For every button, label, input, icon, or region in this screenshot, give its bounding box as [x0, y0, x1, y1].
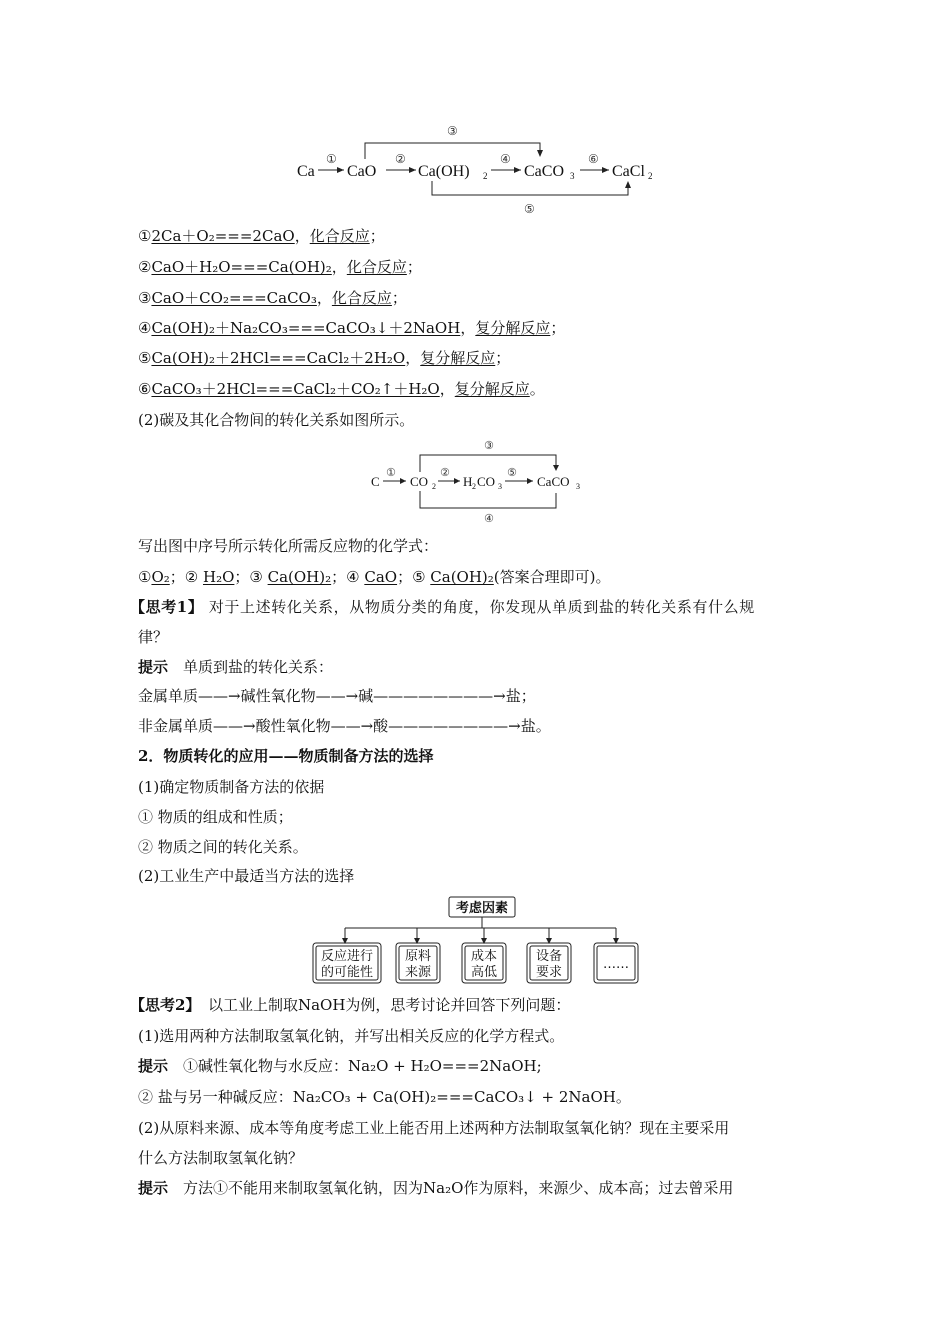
factor-1-line1: 反应进行: [320, 949, 374, 964]
factor-2-line2: 来源: [404, 965, 432, 980]
node-caco3-c: CaCO: [537, 474, 570, 489]
reaction-3: ③CaO＋CO₂===CaCO₃，化合反应；: [138, 289, 407, 307]
label-1: ①: [326, 152, 337, 166]
node-c: C: [371, 474, 380, 489]
reaction-4: ④Ca(OH)₂＋Na₂CO₃===CaCO₃↓＋2NaOH，复分解反应；: [138, 319, 566, 337]
think2-q2-cont: 什么方法制取氢氧化钠？: [138, 1149, 304, 1167]
node-cacl2-sub: 2: [648, 171, 653, 181]
node-caco3-c-sub: 3: [576, 482, 580, 491]
label-5: ⑤: [524, 202, 535, 216]
think1-hint: 提示 单质到盐的转化关系：: [138, 658, 334, 676]
node-h2co3: H: [463, 474, 473, 489]
label-3: ③: [447, 124, 458, 138]
section2-p1: (1)确定物质制备方法的依据: [138, 778, 325, 796]
think2-hint2: ② 盐与另一种碱反应：Na₂CO₃ + Ca(OH)₂===CaCO₃↓ + 2NaOH。: [138, 1088, 631, 1106]
factor-4-line1: 设备: [535, 949, 563, 964]
think1-question: 【思考1】 对于上述转化关系，从物质分类的角度，你发现从单质到盐的转化关系有什么规: [130, 598, 755, 616]
section2-p3: ② 物质之间的转化关系。: [138, 838, 308, 856]
c-label-2: ②: [440, 466, 450, 479]
factor-3-line1: 成本: [470, 949, 498, 964]
section2-p2: ① 物质的组成和性质；: [138, 808, 293, 826]
c-label-5: ⑤: [507, 466, 517, 479]
factor-5-line1: ……: [603, 957, 629, 972]
carbon-question: 写出图中序号所示转化所需反应物的化学式：: [138, 537, 439, 555]
think2-hint3: 提示 方法①不能用来制取氢氧化钠，因为Na₂O作为原料，来源少、成本高；过去曾采用: [138, 1179, 734, 1197]
think2-intro: 【思考2】 以工业上制取NaOH为例，思考讨论并回答下列问题：: [130, 996, 571, 1014]
c-label-4: ④: [484, 512, 494, 525]
label-2: ②: [395, 152, 406, 166]
think2-q1: (1)选用两种方法制取氢氧化钠，并写出相关反应的化学方程式。: [138, 1027, 565, 1045]
node-co2-sub: 2: [432, 482, 436, 491]
carbon-intro: (2)碳及其化合物间的转化关系如图所示。: [138, 411, 415, 429]
node-h2co3-co: CO: [477, 474, 496, 489]
factor-3-line2: 高低: [470, 965, 498, 980]
factor-1-line2: 的可能性: [320, 965, 374, 980]
c-label-3: ③: [484, 439, 494, 452]
reaction-2: ②CaO＋H₂O===Ca(OH)₂，化合反应；: [138, 258, 422, 276]
section2-title: 2．物质转化的应用——物质制备方法的选择: [138, 747, 434, 765]
think1-question-cont: 律？: [138, 628, 169, 646]
node-caco3: CaCO: [524, 163, 564, 180]
factor-2-line1: 原料: [404, 949, 432, 964]
reaction-5: ⑤Ca(OH)₂＋2HCl===CaCl₂＋2H₂O，复分解反应；: [138, 349, 511, 367]
node-co2: CO: [410, 474, 429, 489]
node-h2co3-sub: 3: [498, 482, 502, 491]
node-caoh2: Ca(OH): [418, 163, 470, 180]
node-h2co3-sub-h: 2: [472, 482, 476, 491]
node-cacl2: CaCl: [612, 163, 645, 180]
reaction-6: ⑥CaCO₃＋2HCl===CaCl₂＋CO₂↑＋H₂O，复分解反应。: [138, 380, 545, 398]
label-6: ⑥: [588, 152, 599, 166]
node-caco3-sub: 3: [570, 171, 575, 181]
factor-4-line2: 要求: [535, 965, 563, 980]
c-label-1: ①: [386, 466, 396, 479]
carbon-answer: ①O₂；② H₂O；③ Ca(OH)₂；④ CaO；⑤ Ca(OH)₂(答案合理即可)。: [138, 568, 611, 586]
reaction-1: ①2Ca＋O₂===2CaO，化合反应；: [138, 227, 385, 245]
node-caoh2-sub: 2: [483, 171, 488, 181]
section2-p4: (2)工业生产中最适当方法的选择: [138, 867, 355, 885]
node-cao: CaO: [347, 163, 377, 180]
node-ca: Ca: [297, 163, 315, 180]
metal-path: 金属单质——→碱性氧化物——→碱————————→盐；: [138, 687, 536, 705]
think2-q2: (2)从原料来源、成本等角度考虑工业上能否用上述两种方法制取氢氧化钠？现在主要采用: [138, 1119, 730, 1137]
label-4: ④: [500, 152, 511, 166]
factors-root: 考虑因素: [455, 901, 509, 916]
nonmetal-path: 非金属单质——→酸性氧化物——→酸————————→盐。: [138, 717, 551, 735]
think2-hint1: 提示 ①碱性氧化物与水反应：Na₂O + H₂O===2NaOH;: [138, 1057, 542, 1075]
